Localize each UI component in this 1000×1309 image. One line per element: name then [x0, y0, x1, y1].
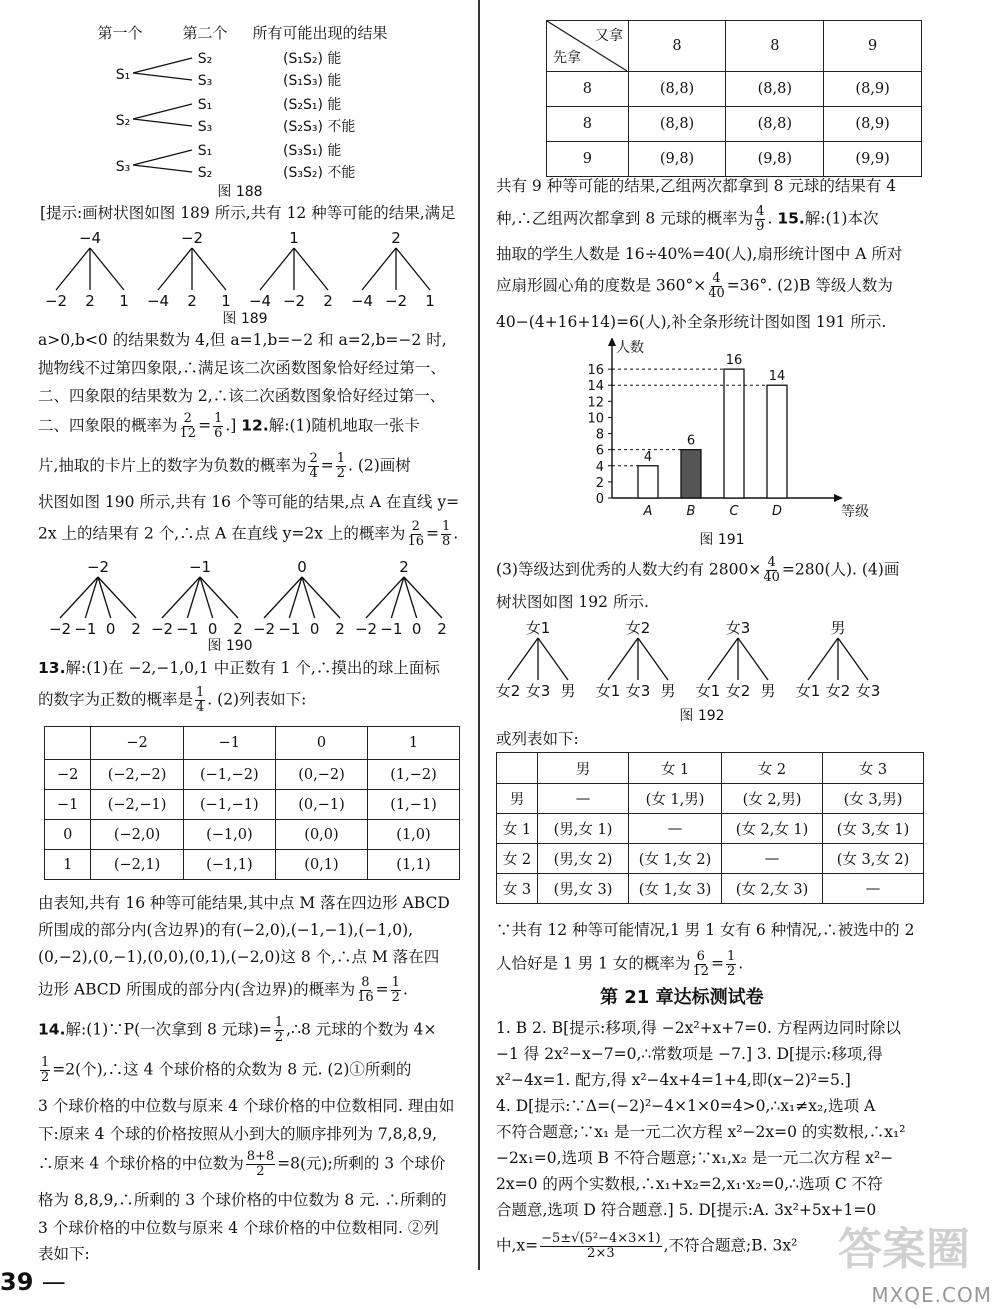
table-cell: (0,−2) [275, 760, 367, 790]
table-cell: (8,8) [726, 72, 824, 107]
text-189-line4: 二、四象限的概率为 $\frac{2}{12}$ = $\frac{1}{6}$ .] 12.解:(1)随机地取一张卡 [38, 411, 420, 441]
table-header-cell [45, 727, 91, 760]
tree-branch [158, 248, 192, 290]
tree-branch [738, 638, 768, 680]
text-12-line1: 片,抽取的卡片上的数字为负数的概率为 $\frac{2}{4}$ = $\frac{1}{2}$ . (2)画树 [38, 451, 411, 481]
fig188-result: (S₁S₂) 能 [283, 51, 342, 67]
table-cell: (女 2,女 1) [722, 814, 823, 844]
fig188-result: (S₁S₃) 能 [283, 73, 342, 89]
y-tick-label: 16 [587, 363, 604, 379]
tree-leaf-node: 女2 [725, 682, 751, 700]
table-header-cell: −1 [183, 727, 275, 760]
tree-leaf-node: 0 [309, 620, 320, 638]
table-cell: −2 [45, 760, 91, 790]
tree-leaf-node: −4 [350, 292, 374, 310]
text-189-line2: 抛物线不过第四象限,∴满足该二次函数图象恰好经过第一、 [38, 359, 446, 377]
fig188-result: (S₂S₃) 不能 [283, 119, 356, 135]
text-12-line3: 2x 上的结果有 2 个,∴点 A 在直线 y=2x 上的概率为 $\frac{2}{16}$ = $\frac{1}{8}$ . [38, 519, 459, 549]
table-header-cell: −2 [91, 727, 183, 760]
text-13b-line2: 所围成的部分内(含边界)的有(−2,0),(−1,−1),(−1,0), [38, 921, 414, 939]
tree-leaf-node: 1 [425, 292, 435, 310]
table-header-cell [547, 21, 629, 72]
tree-root-node: 1 [289, 229, 299, 247]
hint-189-intro: [提示:画树状图如图 189 所示,共有 12 种等可能的结果,满足 [40, 204, 456, 222]
table-cell: 女 1 [497, 814, 538, 844]
watermark-logo: 答案圈 [838, 1224, 970, 1275]
table-cell: (男,女 3) [538, 874, 629, 904]
text-15-line2: 树状图如图 192 所示. [496, 593, 649, 611]
fig188-header: 所有可能出现的结果 [252, 24, 388, 42]
bar-B [681, 450, 701, 498]
text-14-line3: 3 个球价格的中位数与原来 4 个球价格的中位数相同. 理由如 [38, 1097, 455, 1115]
text-14b-line2: 种,∴乙组两次都拿到 8 元球的概率为 $\frac{4}{9}$ . 15.解:(1)本次 [496, 204, 879, 234]
tree-branch [396, 248, 430, 290]
table-cell: (1,1) [367, 850, 459, 880]
tree-root-node: 2 [391, 229, 401, 247]
table-header-cell: 8 [726, 21, 824, 72]
table-row [547, 72, 922, 107]
text-21-line6: −2x₁=0,选项 B 不符合题意;∵x₁,x₂ 是一元二次方程 x²− [496, 1149, 894, 1167]
question-number-15: 15. [777, 209, 805, 228]
tree-leaf-node: 男 [760, 682, 776, 700]
table-cell: (1,−2) [367, 760, 459, 790]
text-13-line2: 的数字为正数的概率是 $\frac{1}{4}$ . (2)列表如下: [38, 685, 307, 715]
table-cell: (−1,0) [183, 820, 275, 850]
tree-root-node: 男 [830, 619, 846, 637]
table-row [45, 850, 460, 880]
fig192svg-caption: 图 192 [679, 708, 725, 724]
chart-caption: 图 191 [699, 532, 745, 548]
text-14b-line5: 40−(4+16+14)=6(人),补全条形统计图如图 191 所示. [496, 313, 887, 331]
table-cell: 女 3 [497, 874, 538, 904]
table-cell: (−2,−1) [91, 790, 183, 820]
tree-leaf-node: −2 [150, 620, 174, 638]
tree-root-node: −2 [86, 558, 110, 576]
tree-root-node: 0 [297, 558, 307, 576]
y-tick-label: 4 [595, 459, 604, 475]
table-cell: (0,0) [275, 820, 367, 850]
tree-leaf-node: 0 [411, 620, 422, 638]
bar-A [638, 466, 658, 498]
table-row [547, 142, 922, 177]
tree-leaf-node: 女3 [855, 682, 881, 700]
text-189-line3: 二、四象限的结果数为 2,∴该二次函数图象恰好经过第一、 [38, 387, 446, 405]
table-row [547, 107, 922, 142]
tree-root-node: 女3 [725, 619, 751, 637]
text-14b-line3: 抽取的学生人数是 16÷40%=40(人),扇形统计图中 A 所对 [496, 245, 903, 263]
page-number: 39 — [0, 1268, 66, 1296]
table-13 [44, 726, 460, 880]
figure-188 [0, 0, 480, 200]
tree-branch [608, 638, 638, 680]
bar-value-label: 14 [768, 369, 786, 385]
table-cell: (女 1,女 3) [629, 874, 722, 904]
text-14-line8: 表如下: [38, 1245, 90, 1263]
table-header-cell: 女 1 [629, 753, 722, 784]
table-cell: (9,9) [824, 142, 922, 177]
table-cell: (8,9) [824, 72, 922, 107]
tree-root-node: −4 [78, 229, 102, 247]
x-tick-label: A [643, 504, 653, 519]
text-21-line8: 合题意,选项 D 符合题意.] 5. D[提示:A. 3x²+5x+1=0 [496, 1201, 877, 1219]
fig188-header: 第二个 [182, 24, 228, 42]
tree-branch [838, 638, 868, 680]
table-header-cell: 1 [367, 727, 459, 760]
tree-leaf-node: 2 [323, 292, 333, 310]
section-title: 第 21 章达标测试卷 [600, 987, 764, 1008]
question-number-12: 12. [241, 416, 269, 435]
text-21-line1: 1. B 2. B[提示:移项,得 −2x²+x+7=0. 方程两边同时除以 [496, 1019, 901, 1037]
x-tick-label: D [771, 504, 783, 519]
table-cell: 1 [45, 850, 91, 880]
text-21-line4: 4. D[提示:∵Δ=(−2)²−4×1×0=4>0,∴x₁≠x₂,选项 A [496, 1097, 876, 1115]
table-header-cell: 女 2 [722, 753, 823, 784]
tree-branch [192, 248, 226, 290]
y-tick-label: 10 [587, 411, 604, 427]
table-cell: (−2,0) [91, 820, 183, 850]
bar-D [767, 385, 787, 498]
table-header-cell [497, 753, 538, 784]
fig188-second-node: S₃ [197, 119, 213, 135]
y-tick-label: 2 [595, 475, 604, 491]
fig188-second-node: S₂ [197, 165, 213, 181]
tree-leaf-node: −2 [48, 620, 72, 638]
fig188-second-node: S₃ [197, 73, 213, 89]
text-13b-line1: 由表知,共有 16 种等可能结果,其中点 M 落在四边形 ABCD [38, 894, 450, 912]
table-cell: (8,8) [628, 72, 726, 107]
tree-leaf-node: 女3 [525, 682, 551, 700]
figure-190 [0, 556, 480, 652]
text-14-line2: $\frac{1}{2}$ =2(个),∴这 4 个球价格的众数为 8 元. (2)①所剩的 [41, 1055, 412, 1085]
tree-root-node: 女1 [525, 619, 551, 637]
tree-root-node: 2 [399, 558, 409, 576]
text-21-line3: x²−4x=1. 配方,得 x²−4x+4=1+4,即(x−2)²=5.] [496, 1071, 851, 1089]
fig188-first-node: S₁ [115, 67, 131, 83]
tree-branch [90, 248, 124, 290]
table-corner-bottom: 先拿 [553, 50, 581, 66]
table-cell: (女 1,男) [629, 784, 722, 814]
y-axis-label: 人数 [616, 340, 644, 356]
tree-branch [708, 638, 738, 680]
fig188-result: (S₃S₂) 不能 [283, 165, 356, 181]
text-189-pre: 二、四象限的概率为 [38, 416, 178, 435]
tree-branch [133, 58, 192, 73]
tree-branch [260, 248, 294, 290]
table-header-cell: 9 [824, 21, 922, 72]
fig188-caption: 图 188 [217, 184, 263, 200]
text-14-line6: 格为 8,8,9,∴所剩的 3 个球价格的中位数为 8 元. ∴所剩的 [38, 1191, 447, 1209]
tree-leaf-node: −2 [354, 620, 378, 638]
table-cell: (男,女 1) [538, 814, 629, 844]
tree-branch [133, 150, 192, 165]
table-cell: −1 [45, 790, 91, 820]
text-12-line2: 状图如图 190 所示,共有 16 个等可能的结果,点 A 在直线 y= [38, 493, 460, 511]
right-column [482, 0, 1000, 1309]
fraction: $\frac{1}{6}$ [214, 411, 223, 441]
table-row [497, 874, 924, 904]
table-header-row [45, 727, 460, 760]
tree-branch [133, 119, 192, 126]
table-cell: (−2,−2) [91, 760, 183, 790]
tree-leaf-node: −1 [278, 620, 301, 638]
tree-leaf-node: 2 [335, 620, 345, 638]
table-row [45, 760, 460, 790]
table-corner-top: 又拿 [595, 28, 623, 44]
y-tick-label: 6 [595, 443, 604, 459]
tree-leaf-node: 2 [437, 620, 447, 638]
table-cell: (女 3,女 2) [823, 844, 924, 874]
table-cell: (−2,1) [91, 850, 183, 880]
tree-leaf-node: −4 [146, 292, 170, 310]
table-cell: (女 1,女 2) [629, 844, 722, 874]
tree-leaf-node: 2 [131, 620, 141, 638]
table-cell: (女 3,女 1) [823, 814, 924, 844]
table-header-cell: 0 [275, 727, 367, 760]
fig188-first-node: S₂ [115, 113, 131, 129]
tree-branch [133, 73, 192, 80]
tree-leaf-node: 男 [660, 682, 676, 700]
fig190svg-caption: 图 190 [207, 638, 253, 652]
table-cell: 8 [547, 72, 629, 107]
tree-leaf-node: −2 [384, 292, 408, 310]
tree-leaf-node: 2 [233, 620, 243, 638]
table-15 [496, 752, 924, 904]
table-cell: (−1,−1) [183, 790, 275, 820]
text-13-line1: 13.解:(1)在 −2,−1,0,1 中正数有 1 个,∴摸出的球上面标 [38, 659, 440, 677]
tree-branch [508, 638, 538, 680]
table-cell: (8,9) [824, 107, 922, 142]
table-row [45, 820, 460, 850]
fraction: $\frac{2}{12}$ [179, 411, 197, 441]
y-tick-label: 14 [587, 379, 604, 395]
text-14-line1: 14.解:(1)∵P(一次拿到 8 元球)= $\frac{1}{2}$ ,∴8 元球的个数为 4× [38, 1015, 437, 1045]
table-header-row [547, 21, 922, 72]
y-axis-arrow [608, 338, 616, 346]
text-21-line7: 2x=0 的两个实数根,∴x₁+x₂=2,x₁·x₂=0,∴选项 C 不符 [496, 1175, 883, 1193]
table-cell: (1,−1) [367, 790, 459, 820]
table-cell: (−1,−2) [183, 760, 275, 790]
fig188-result: (S₂S₁) 能 [283, 97, 342, 113]
bar-C [724, 369, 744, 498]
table-cell: (1,0) [367, 820, 459, 850]
table-row [497, 784, 924, 814]
table-cell: 8 [547, 107, 629, 142]
table-cell: (0,−1) [275, 790, 367, 820]
tree-leaf-node: −1 [74, 620, 97, 638]
tree-branch [808, 638, 838, 680]
table-row [45, 790, 460, 820]
tree-leaf-node: −2 [44, 292, 68, 310]
tree-leaf-node: −4 [248, 292, 272, 310]
tree-branch [133, 165, 192, 172]
tree-leaf-node: 女2 [825, 682, 851, 700]
table-header-cell: 8 [628, 21, 726, 72]
fig188-result: (S₃S₁) 能 [283, 143, 342, 159]
tree-leaf-node: 2 [85, 292, 95, 310]
table-row [497, 814, 924, 844]
table-14 [546, 20, 922, 177]
text-189-line1: a>0,b<0 的结果数为 4,但 a=1,b=−2 和 a=2,b=−2 时, [38, 331, 447, 349]
table-cell: (女 2,男) [722, 784, 823, 814]
x-tick-label: C [729, 504, 739, 519]
table-header-row [497, 753, 924, 784]
fig189svg-caption: 图 189 [222, 311, 268, 326]
x-tick-label: B [686, 504, 696, 519]
bar-value-label: 16 [725, 353, 743, 369]
tree-branch [638, 638, 668, 680]
tree-leaf-node: −2 [252, 620, 276, 638]
tree-leaf-node: −1 [380, 620, 403, 638]
table-cell: (男,女 2) [538, 844, 629, 874]
tree-leaf-node: 女1 [595, 682, 621, 700]
tree-leaf-node: 女3 [625, 682, 651, 700]
text-or-table: 或列表如下: [496, 730, 579, 748]
tree-leaf-node: 2 [187, 292, 197, 310]
tree-leaf-node: 男 [560, 682, 576, 700]
tree-leaf-node: 女1 [695, 682, 721, 700]
text-14-line5: ∴原来 4 个球价格的中位数为 $\frac{8+8}{2}$ =8(元);所剩的 3 个球价 [38, 1149, 446, 1179]
tree-root-node: −1 [188, 558, 212, 576]
watermark-text: MXQE.COM [871, 1283, 992, 1307]
text-21-line9: 中,x= $\frac{\text{−5±√(5²−4×3×1)}}{2\times 3}$ ,不符合题意;B. 3x² [496, 1231, 798, 1261]
bar-value-label: 6 [686, 433, 696, 449]
tree-root-node: 女2 [625, 619, 651, 637]
text-15-line1: (3)等级达到优秀的人数大约有 2800× $\frac{4}{40}$ =280(人). (4)画 [496, 555, 900, 585]
table-header-cell: 男 [538, 753, 629, 784]
table-cell: — [722, 844, 823, 874]
table-cell: (−1,1) [183, 850, 275, 880]
y-tick-label: 0 [595, 492, 604, 507]
table-cell: 男 [497, 784, 538, 814]
fig188-header: 第一个 [97, 24, 143, 42]
table-cell: (女 2,女 3) [722, 874, 823, 904]
figure-189 [0, 226, 480, 326]
y-tick-label: 12 [587, 395, 604, 411]
tree-leaf-node: −2 [282, 292, 306, 310]
tree-branch [538, 638, 568, 680]
y-tick-label: 8 [595, 427, 604, 443]
figure-192 [482, 616, 1000, 724]
text-14-line4: 下:原来 4 个球的价格按照从小到大的顺序排列为 7,8,8,9, [38, 1125, 438, 1143]
table-cell: 9 [547, 142, 629, 177]
bar-value-label: 4 [643, 449, 653, 465]
table-cell: (8,8) [726, 107, 824, 142]
table-cell: 0 [45, 820, 91, 850]
text-14-line7: 3 个球价格的中位数与原来 4 个球价格的中位数相同. ②列 [38, 1219, 439, 1237]
table-cell: (9,8) [628, 142, 726, 177]
table-header-cell: 女 3 [823, 753, 924, 784]
table-cell: — [823, 874, 924, 904]
text-21-line5: 不符合题意;∵x₁ 是一元二次方程 x²−2x=0 的实数根,∴x₁² [496, 1123, 906, 1141]
table-cell: (0,1) [275, 850, 367, 880]
text-13b-line3: (0,−2),(0,−1),(0,0),(0,1),(−2,0)这 8 个,∴点 M 落在四 [38, 948, 440, 966]
table-cell: (8,8) [628, 107, 726, 142]
tree-leaf-node: 1 [221, 292, 231, 310]
x-axis-label: 等级 [841, 504, 869, 520]
tree-leaf-node: 0 [105, 620, 116, 638]
x-axis-arrow [834, 494, 843, 502]
tree-leaf-node: 0 [207, 620, 218, 638]
tree-root-node: −2 [180, 229, 204, 247]
text-21-line2: −1 得 2x²−x−7=0,∴常数项是 −7.] 3. D[提示:移项,得 [496, 1045, 883, 1063]
tree-branch [294, 248, 328, 290]
text-14b-line4: 应扇形圆心角的度数是 360°× $\frac{4}{40}$ =36°. (2)B 等级人数为 [496, 271, 893, 301]
fig188-second-node: S₁ [197, 143, 213, 159]
fig188-first-node: S₃ [115, 159, 131, 175]
text-13c: 边形 ABCD 所围成的部分内(含边界)的概率为 $\frac{8}{16}$ = $\frac{1}{2}$ . [38, 975, 408, 1005]
table-cell: 女 2 [497, 844, 538, 874]
text-14b-line1: 共有 9 种等可能的结果,乙组两次都拿到 8 元球的结果有 4 [496, 177, 897, 195]
left-column [0, 0, 480, 1309]
tree-leaf-node: 1 [119, 292, 129, 310]
table-row [497, 844, 924, 874]
table-cell: — [629, 814, 722, 844]
tree-leaf-node: 女1 [795, 682, 821, 700]
tree-leaf-node: −1 [176, 620, 199, 638]
table-cell: — [538, 784, 629, 814]
fig188-second-node: S₂ [197, 51, 213, 67]
tree-branch [56, 248, 90, 290]
table-cell: (女 3,男) [823, 784, 924, 814]
table-cell: (9,8) [726, 142, 824, 177]
tree-leaf-node: 女2 [495, 682, 521, 700]
text-15b-line2: 人恰好是 1 男 1 女的概率为 $\frac{6}{12}$ = $\frac{1}{2}$ . [496, 949, 744, 979]
tree-branch [133, 104, 192, 119]
figure-191-bar-chart [572, 338, 902, 548]
text-15b-line1: ∵共有 12 种等可能情况,1 男 1 女有 6 种情况,∴被选中的 2 [496, 921, 915, 939]
fig188-second-node: S₁ [197, 97, 213, 113]
tree-branch [362, 248, 396, 290]
